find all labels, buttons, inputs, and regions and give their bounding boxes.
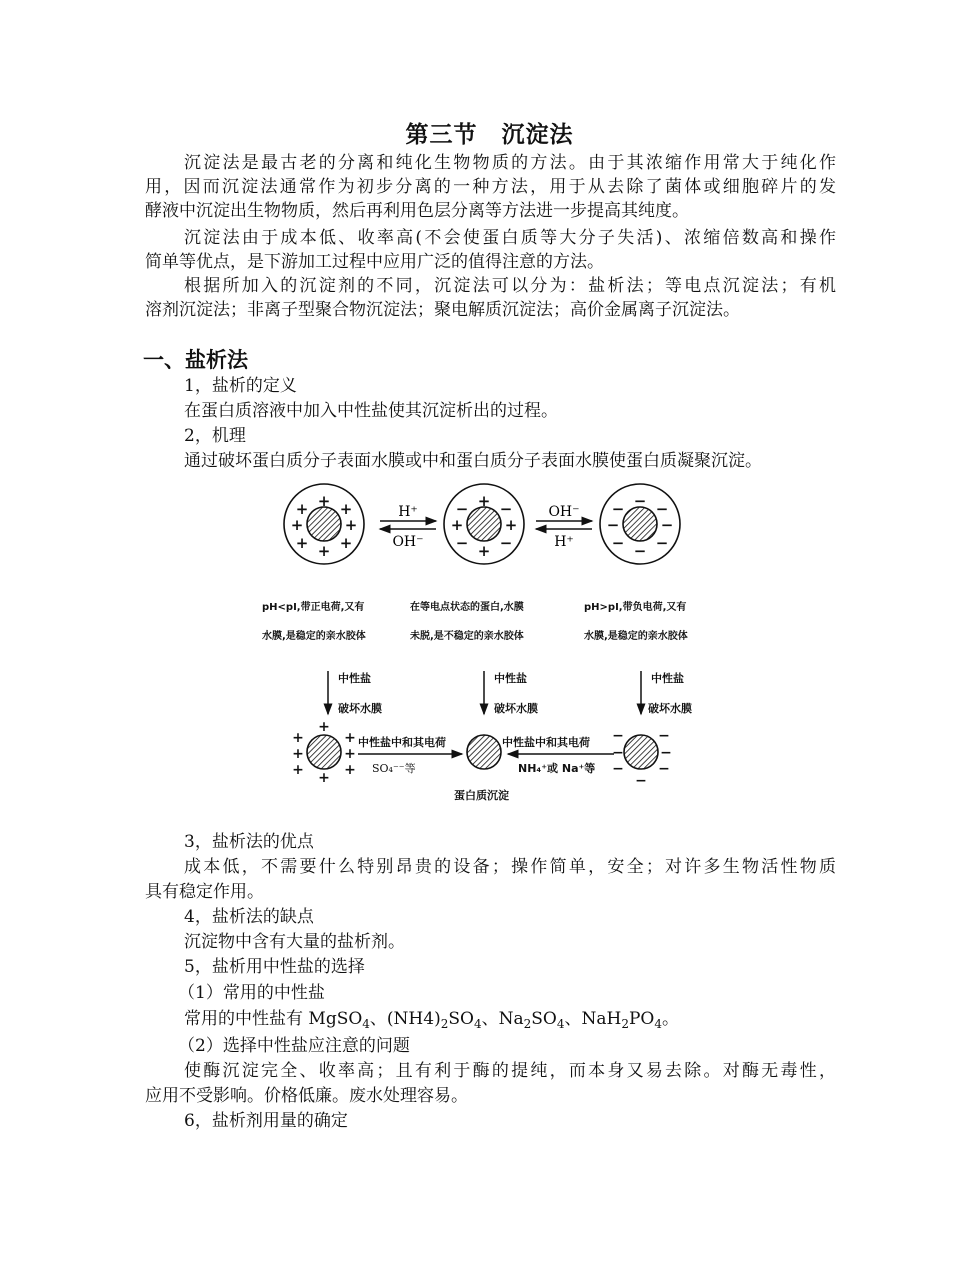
svg-text:−: − [633, 492, 647, 510]
svg-text:中性盐: 中性盐 [338, 672, 371, 685]
intro-line-2: 用，因而沉淀法通常作为初步分离的一种方法，用于从去除了菌体或细胞碎片的发 [145, 177, 836, 197]
svg-text:+: + [504, 516, 518, 534]
selection-subtitle-2: （2）选择中性盐应注意的问题 [178, 1036, 410, 1056]
svg-text:+: + [344, 730, 356, 746]
caption-mid-2: 未脱,是不稳定的亲水胶体 [410, 631, 524, 642]
caption-right-1: pH>pI,带负电荷,又有 [584, 602, 687, 613]
svg-text:−: − [660, 516, 674, 534]
svg-text:+: + [290, 516, 304, 534]
intro-line-4: 沉淀法由于成本低、收率高(不会使蛋白质等大分子失活)、浓缩倍数高和操作 [184, 228, 836, 248]
intro-line-5: 简单等优点，是下游加工过程中应用广泛的值得注意的方法。 [145, 252, 604, 272]
svg-text:中性盐: 中性盐 [651, 672, 684, 685]
svg-text:−: − [611, 500, 625, 518]
intro-line-7: 溶剂沉淀法；非离子型聚合物沉淀法；聚电解质沉淀法；高价金属离子沉淀法。 [145, 300, 740, 320]
arrow2-bottom-label: H⁺ [554, 534, 574, 550]
down-arrow-right [641, 671, 692, 715]
svg-text:−: − [499, 534, 513, 552]
common-salts-line: 常用的中性盐有 MgSO$_4$、$(NH4)_2SO_4$、$Na_2SO_4$、$NaH_2PO_4$。 [184, 1009, 679, 1031]
svg-text:+: + [317, 492, 331, 510]
caption-left-1: pH<pI,带正电荷,又有 [262, 602, 365, 613]
equilibrium-arrow-1 [380, 504, 436, 550]
selection-subtitle-1: （1）常用的中性盐 [178, 983, 325, 1003]
svg-text:−: − [635, 773, 647, 789]
salting-out-mechanism-diagram [240, 476, 740, 816]
svg-text:+: + [339, 534, 353, 552]
caption-mid-1: 在等电点状态的蛋白,水膜 [410, 602, 524, 613]
svg-text:中性盐中和其电荷: 中性盐中和其电荷 [502, 736, 590, 749]
precipitate-label: 蛋白质沉淀 [454, 789, 509, 802]
svg-text:+: + [344, 516, 358, 534]
mechanism-title: 2，机理 [184, 426, 246, 446]
svg-text:−: − [660, 745, 672, 761]
svg-text:−: − [606, 516, 620, 534]
selection-text-1: 使酶沉淀完全、收率高；且有利于酶的提纯，而本身又易去除。对酶无毒性， [184, 1061, 836, 1081]
neutralization-arrow-right [502, 735, 614, 775]
svg-text:−: − [455, 500, 469, 518]
protein-isoelectric [444, 484, 524, 564]
svg-text:破坏水膜: 破坏水膜 [494, 702, 538, 715]
svg-text:−: − [655, 534, 669, 552]
svg-text:+: + [477, 492, 491, 510]
svg-text:NH₄⁺或 Na⁺等: NH₄⁺或 Na⁺等 [518, 762, 596, 775]
mechanism-text: 通过破坏蛋白质分子表面水膜或中和蛋白质分子表面水膜使蛋白质凝聚沉淀。 [184, 451, 762, 471]
definition-title: 1，盐析的定义 [184, 376, 297, 396]
svg-text:+: + [318, 719, 330, 735]
svg-text:+: + [339, 500, 353, 518]
svg-text:+: + [292, 730, 304, 746]
svg-text:+: + [317, 542, 331, 560]
svg-text:−: − [612, 745, 624, 761]
svg-text:中性盐中和其电荷: 中性盐中和其电荷 [358, 736, 446, 749]
protein-negative [600, 484, 680, 564]
protein-positive [284, 484, 364, 564]
down-arrow-middle [484, 671, 538, 715]
disadvantages-text: 沉淀物中含有大量的盐析剂。 [184, 932, 405, 952]
svg-text:−: − [655, 500, 669, 518]
svg-text:−: − [633, 542, 647, 560]
section-title: 第三节 沉淀法 [405, 121, 574, 148]
down-arrow-left [328, 671, 382, 715]
selection-text-2: 应用不受影响。价格低廉。废水处理容易。 [145, 1086, 468, 1106]
svg-text:−: − [658, 761, 670, 777]
svg-text:破坏水膜: 破坏水膜 [648, 702, 692, 715]
selection-title: 5，盐析用中性盐的选择 [184, 957, 365, 977]
svg-text:+: + [295, 534, 309, 552]
section-heading-salting-out: 一、盐析法 [143, 347, 248, 372]
dosage-title: 6，盐析剂用量的确定 [184, 1111, 348, 1131]
svg-text:−: − [455, 534, 469, 552]
equilibrium-arrow-2 [536, 504, 592, 550]
svg-text:+: + [344, 746, 356, 762]
precipitated-protein [467, 735, 501, 769]
arrow1-top-label: H⁺ [398, 504, 418, 520]
definition-text: 在蛋白质溶液中加入中性盐使其沉淀析出的过程。 [184, 401, 558, 421]
advantages-text-2: 具有稳定作用。 [145, 882, 264, 902]
svg-text:+: + [318, 770, 330, 786]
disadvantages-title: 4，盐析法的缺点 [184, 907, 314, 927]
neutralization-arrow-left [358, 735, 462, 775]
intro-line-1: 沉淀法是最古老的分离和纯化生物物质的方法。由于其浓缩作用常大于纯化作 [184, 153, 836, 173]
svg-text:+: + [292, 746, 304, 762]
svg-text:−: − [658, 728, 670, 744]
arrow1-bottom-label: OH⁻ [392, 534, 424, 550]
svg-text:+: + [344, 762, 356, 778]
svg-text:中性盐: 中性盐 [494, 672, 527, 685]
svg-text:+: + [295, 500, 309, 518]
svg-text:−: − [611, 534, 625, 552]
svg-text:破坏水膜: 破坏水膜 [338, 702, 382, 715]
svg-text:+: + [477, 542, 491, 560]
svg-text:−: − [499, 500, 513, 518]
caption-left-2: 水膜,是稳定的亲水胶体 [262, 631, 366, 642]
dehydrated-protein-positive [292, 719, 356, 786]
svg-text:−: − [612, 761, 624, 777]
svg-text:−: − [612, 728, 624, 744]
intro-line-6: 根据所加入的沉淀剂的不同，沉淀法可以分为：盐析法；等电点沉淀法；有机 [184, 276, 836, 296]
advantages-title: 3，盐析法的优点 [184, 832, 314, 852]
dehydrated-protein-negative [612, 728, 672, 789]
arrow2-top-label: OH⁻ [548, 504, 580, 520]
intro-line-3: 酵液中沉淀出生物物质，然后再利用色层分离等方法进一步提高其纯度。 [145, 201, 689, 221]
svg-text:+: + [292, 762, 304, 778]
svg-text:+: + [450, 516, 464, 534]
svg-text:SO₄⁻⁻等: SO₄⁻⁻等 [372, 762, 416, 775]
caption-right-2: 水膜,是稳定的亲水胶体 [584, 631, 688, 642]
advantages-text-1: 成本低，不需要什么特别昂贵的设备；操作简单，安全；对许多生物活性物质 [184, 857, 836, 877]
